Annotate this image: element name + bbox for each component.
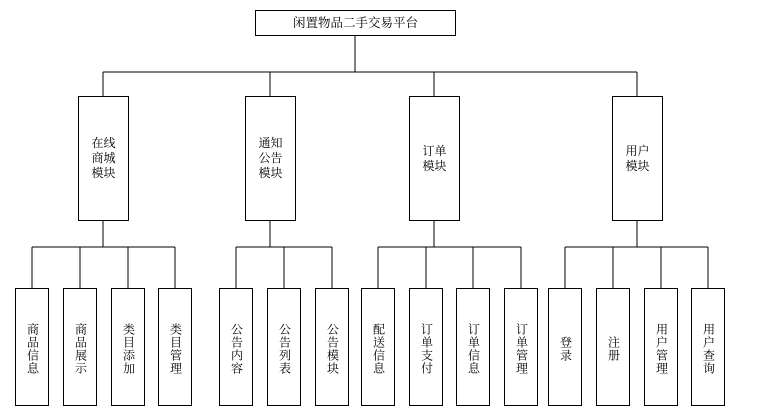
node-leaf-order-payment <box>409 288 443 406</box>
node-leaf-notice-content <box>219 288 253 406</box>
node-leaf-register <box>596 288 630 406</box>
node-leaf-product-display-label: 商品展示 <box>73 323 88 375</box>
node-leaf-order-info <box>456 288 490 406</box>
node-leaf-category-add <box>111 288 145 406</box>
node-leaf-order-payment-label: 订单支付 <box>419 323 434 375</box>
node-leaf-register-label: 注册 <box>606 336 621 362</box>
node-leaf-product-info <box>15 288 49 406</box>
node-user-module <box>612 96 663 221</box>
node-leaf-product-info-label: 商品信息 <box>25 323 40 375</box>
node-leaf-delivery-info-label: 配送信息 <box>371 323 386 375</box>
node-online-mall-module <box>78 96 129 221</box>
node-leaf-delivery-info <box>361 288 395 406</box>
node-order-module <box>409 96 460 221</box>
node-leaf-user-query-label: 用户查询 <box>701 323 716 375</box>
node-leaf-category-manage <box>158 288 192 406</box>
node-online-mall-module-label: 在线商城模块 <box>91 136 116 180</box>
node-leaf-notice-content-label: 公告内容 <box>229 323 244 375</box>
node-notice-module <box>245 96 296 221</box>
node-root <box>255 10 456 36</box>
node-leaf-notice-list <box>267 288 301 406</box>
node-leaf-user-manage <box>644 288 678 406</box>
node-leaf-product-display <box>63 288 97 406</box>
node-leaf-notice-module <box>315 288 349 406</box>
node-leaf-order-info-label: 订单信息 <box>466 323 481 375</box>
node-leaf-notice-list-label: 公告列表 <box>277 323 292 375</box>
node-leaf-category-manage-label: 类目管理 <box>168 323 183 375</box>
node-leaf-order-manage <box>504 288 538 406</box>
node-notice-module-label: 通知公告模块 <box>258 136 283 180</box>
node-leaf-user-manage-label: 用户管理 <box>654 323 669 375</box>
node-leaf-login-label: 登录 <box>558 336 573 362</box>
node-order-module-label: 订单模块 <box>422 143 447 173</box>
node-leaf-order-manage-label: 订单管理 <box>514 323 529 375</box>
node-root-label: 闲置物品二手交易平台 <box>292 15 418 31</box>
node-user-module-label: 用户模块 <box>625 143 650 173</box>
node-leaf-login <box>548 288 582 406</box>
node-leaf-user-query <box>691 288 725 406</box>
node-leaf-notice-module-label: 公告模块 <box>325 323 340 375</box>
node-leaf-category-add-label: 类目添加 <box>121 323 136 375</box>
